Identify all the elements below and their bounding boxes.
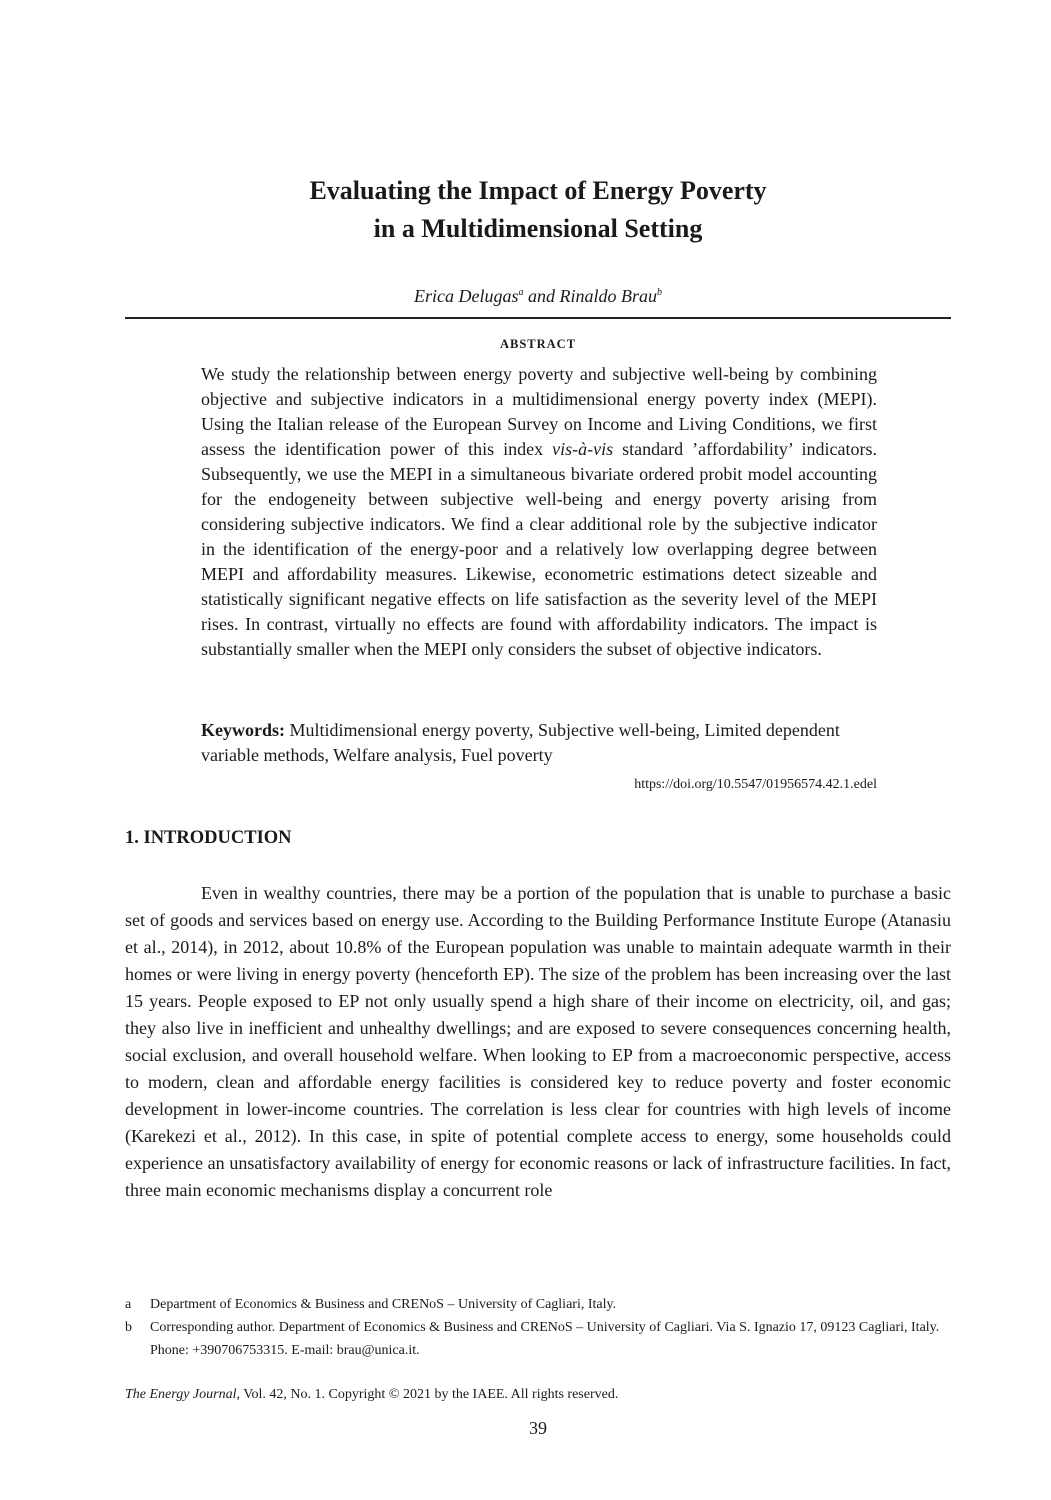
page-number: 39 (529, 1418, 547, 1438)
paper-title (125, 172, 951, 248)
abstract-text-part: standard ’affordability’ indicators. Subsequently, we use the MEPI in a simultaneous bivariate ordered probit model accounting for the endogeneity between subjective well-being and energy poverty arising from considering subjective indicators. We find a clear additional role by the subjective indicator in the identification of the energy-poor and a relatively low overlapping degree between MEPI and affordability measures. Likewise, econometric estimations detect sizeable and statistically significant negative effects on life satisfaction as the severity level of the MEPI rises. In contrast, virtually no effects are found with affordability indicators. The impact is substantially smaller when the MEPI only considers the subset of objective indicators. (201, 439, 877, 659)
author-connector: and (523, 286, 560, 306)
footnote-mark: b (125, 1320, 132, 1335)
footnotes (125, 1293, 951, 1362)
journal-name: The Energy Journal (125, 1387, 237, 1402)
footnote (125, 1293, 951, 1316)
footnote-mark: a (125, 1297, 132, 1312)
title-line-1: Evaluating the Impact of Energy Poverty (309, 176, 767, 205)
header-divider (125, 317, 951, 319)
author-name: Erica Delugas (414, 286, 519, 306)
affiliation-mark: a (518, 287, 524, 298)
journal-details: , Vol. 42, No. 1. Copyright © 2021 by the IAEE. All rights reserved. (236, 1387, 619, 1402)
keywords-text: Multidimensional energy poverty, Subjective well-being, Limited dependent variable methods, Welfare analysis, Fuel poverty (201, 720, 840, 765)
abstract-italic-term: vis-à-vis (552, 439, 614, 459)
title-line-2: in a Multidimensional Setting (373, 214, 703, 243)
abstract-text (201, 362, 877, 662)
section-heading: 1. INTRODUCTION (125, 828, 292, 848)
keywords (201, 718, 877, 768)
footnote (125, 1316, 951, 1362)
doi-link[interactable]: https://doi.org/10.5547/01956574.42.1.edel (634, 777, 877, 792)
keywords-label: Keywords: (201, 720, 285, 740)
journal-citation (125, 1385, 951, 1405)
author-name: Rinaldo Brau (559, 286, 657, 306)
footnote-text: Corresponding author. Department of Economics & Business and CRENoS – University of Cagliari. Via S. Ignazio 17, 09123 Cagliari, Italy. Phone: +390706753315. E-mail: brau@unica.it. (150, 1320, 940, 1358)
intro-paragraph: Even in wealthy countries, there may be a portion of the population that is unable to purchase a basic set of goods and services based on energy use. According to the Building Performance Institute Europe (Atanasiu et al., 2014), in 2012, about 10.8% of the European population was unable to maintain adequate warmth in their homes or were living in energy poverty (henceforth EP). The size of the problem has been increasing over the last 15 years. People exposed to EP not only usually spend a high share of their income on electricity, oil, and gas; they also live in inefficient and unhealthy dwellings; and are exposed to severe consequences concerning health, social exclusion, and overall household welfare. When looking to EP from a macroeconomic perspective, access to modern, clean and affordable energy facilities is considered key to reduce poverty and foster economic development in lower-income countries. The correlation is less clear for countries with high levels of income (Karekezi et al., 2012). In this case, in spite of potential complete access to energy, some households could experience an unsatisfactory availability of energy for economic reasons or lack of infrastructure facilities. In fact, three main economic mechanisms display a concurrent role (125, 883, 951, 1200)
affiliation-mark: b (656, 287, 662, 298)
author-list (125, 281, 951, 308)
footnote-text: Department of Economics & Business and CRENoS – University of Cagliari, Italy. (150, 1297, 617, 1312)
abstract-text-part: We study the relationship between energy poverty and subjective well-being by combining objective and subjective indicators in a multidimensional energy poverty index (MEPI). Using the Italian release of the European Survey on Income and Living Conditions, we first assess the identification power of this index (201, 364, 877, 459)
abstract-heading: ABSTRACT (499, 337, 577, 351)
